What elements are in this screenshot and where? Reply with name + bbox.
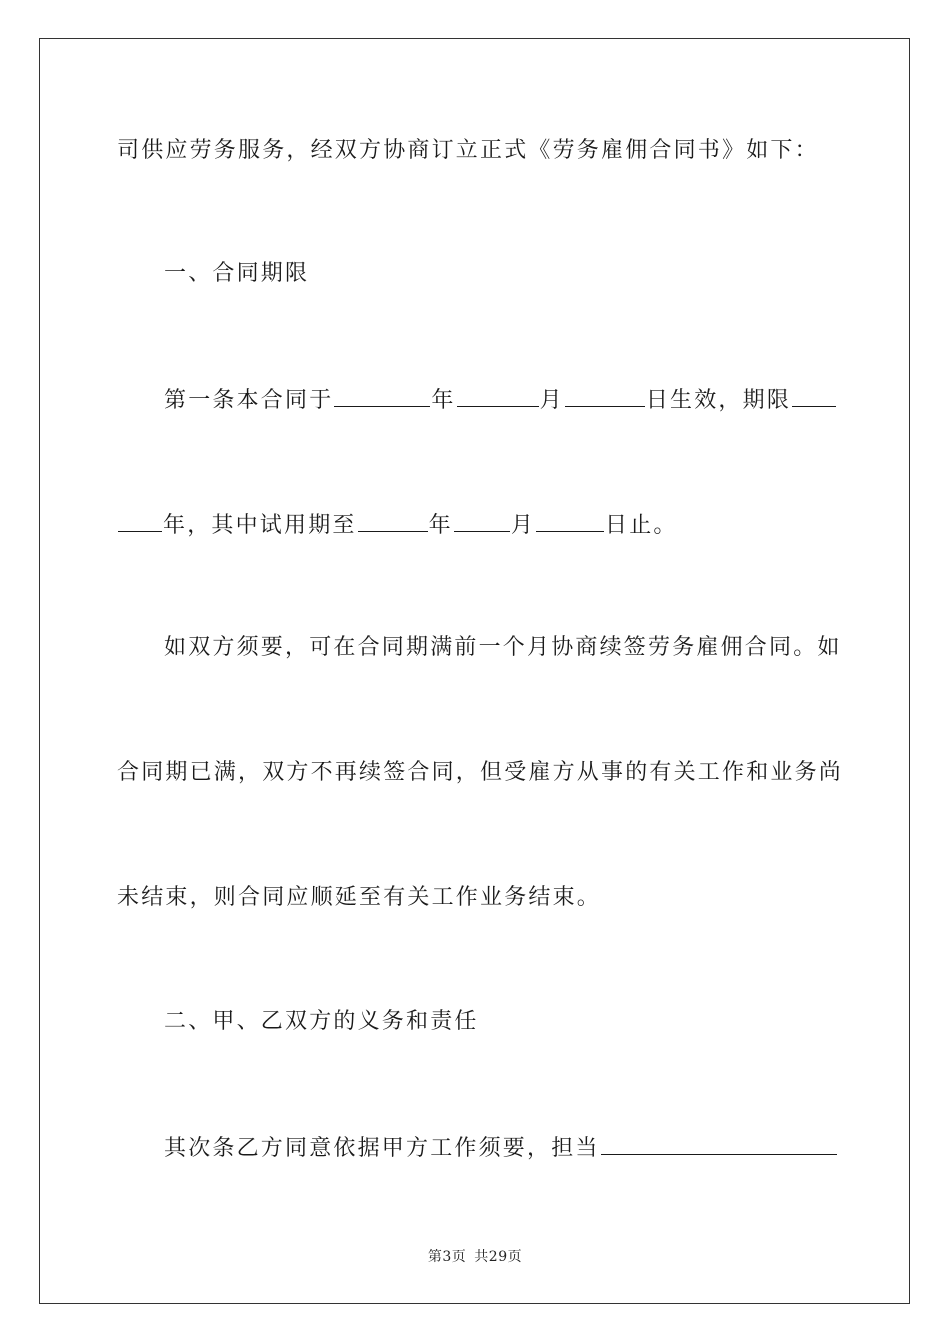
clause-1-month-label: 月: [539, 388, 564, 413]
clause-1-probation-end-label: 日止。: [605, 513, 678, 538]
paragraph-renewal-line-2: 合同期已满，双方不再续签合同，但受雇方从事的有关工作和业务尚: [117, 760, 844, 785]
clause-1-line-1: [164, 384, 884, 416]
page-footer: [0, 1246, 950, 1266]
clause-1-probation-year-label: 年: [428, 513, 453, 538]
paragraph-intro: 司供应劳务服务，经双方协商订立正式《劳务雇佣合同书》如下：: [117, 138, 819, 163]
blank-term-length-part1[interactable]: [792, 384, 836, 407]
clause-1-line-2: [117, 509, 837, 541]
blank-day-start[interactable]: [565, 384, 645, 407]
blank-probation-month[interactable]: [454, 509, 510, 532]
clause-1-probation-month-label: 月: [510, 513, 536, 538]
clause-1-probation-label: 年，其中试用期至: [163, 513, 357, 538]
blank-position[interactable]: [601, 1132, 837, 1155]
blank-probation-year[interactable]: [358, 509, 428, 532]
blank-probation-day[interactable]: [536, 509, 604, 532]
blank-term-length-part2[interactable]: [118, 509, 162, 532]
clause-2-text: 其次条乙方同意依据甲方工作须要，担当: [164, 1136, 600, 1161]
page-number-current: 第3页: [427, 1249, 467, 1265]
page-number-total: 共29页: [474, 1249, 523, 1265]
clause-2-line-1: [164, 1132, 884, 1164]
blank-month-start[interactable]: [457, 384, 539, 407]
clause-1-year-label: 年: [431, 388, 456, 413]
clause-1-prefix: 第一条本合同于: [164, 388, 334, 413]
blank-year-start[interactable]: [334, 384, 430, 407]
clause-1-effective-label: 日生效，期限: [645, 388, 792, 413]
section-heading-contract-term: 一、合同期限: [164, 261, 310, 286]
section-heading-obligations: 二、甲、乙双方的义务和责任: [164, 1009, 479, 1034]
paragraph-renewal-line-1: 如双方须要，可在合同期满前一个月协商续签劳务雇佣合同。如: [164, 635, 842, 660]
paragraph-renewal-line-3: 未结束，则合同应顺延至有关工作业务结束。: [117, 885, 602, 910]
page-border: [39, 38, 910, 1304]
